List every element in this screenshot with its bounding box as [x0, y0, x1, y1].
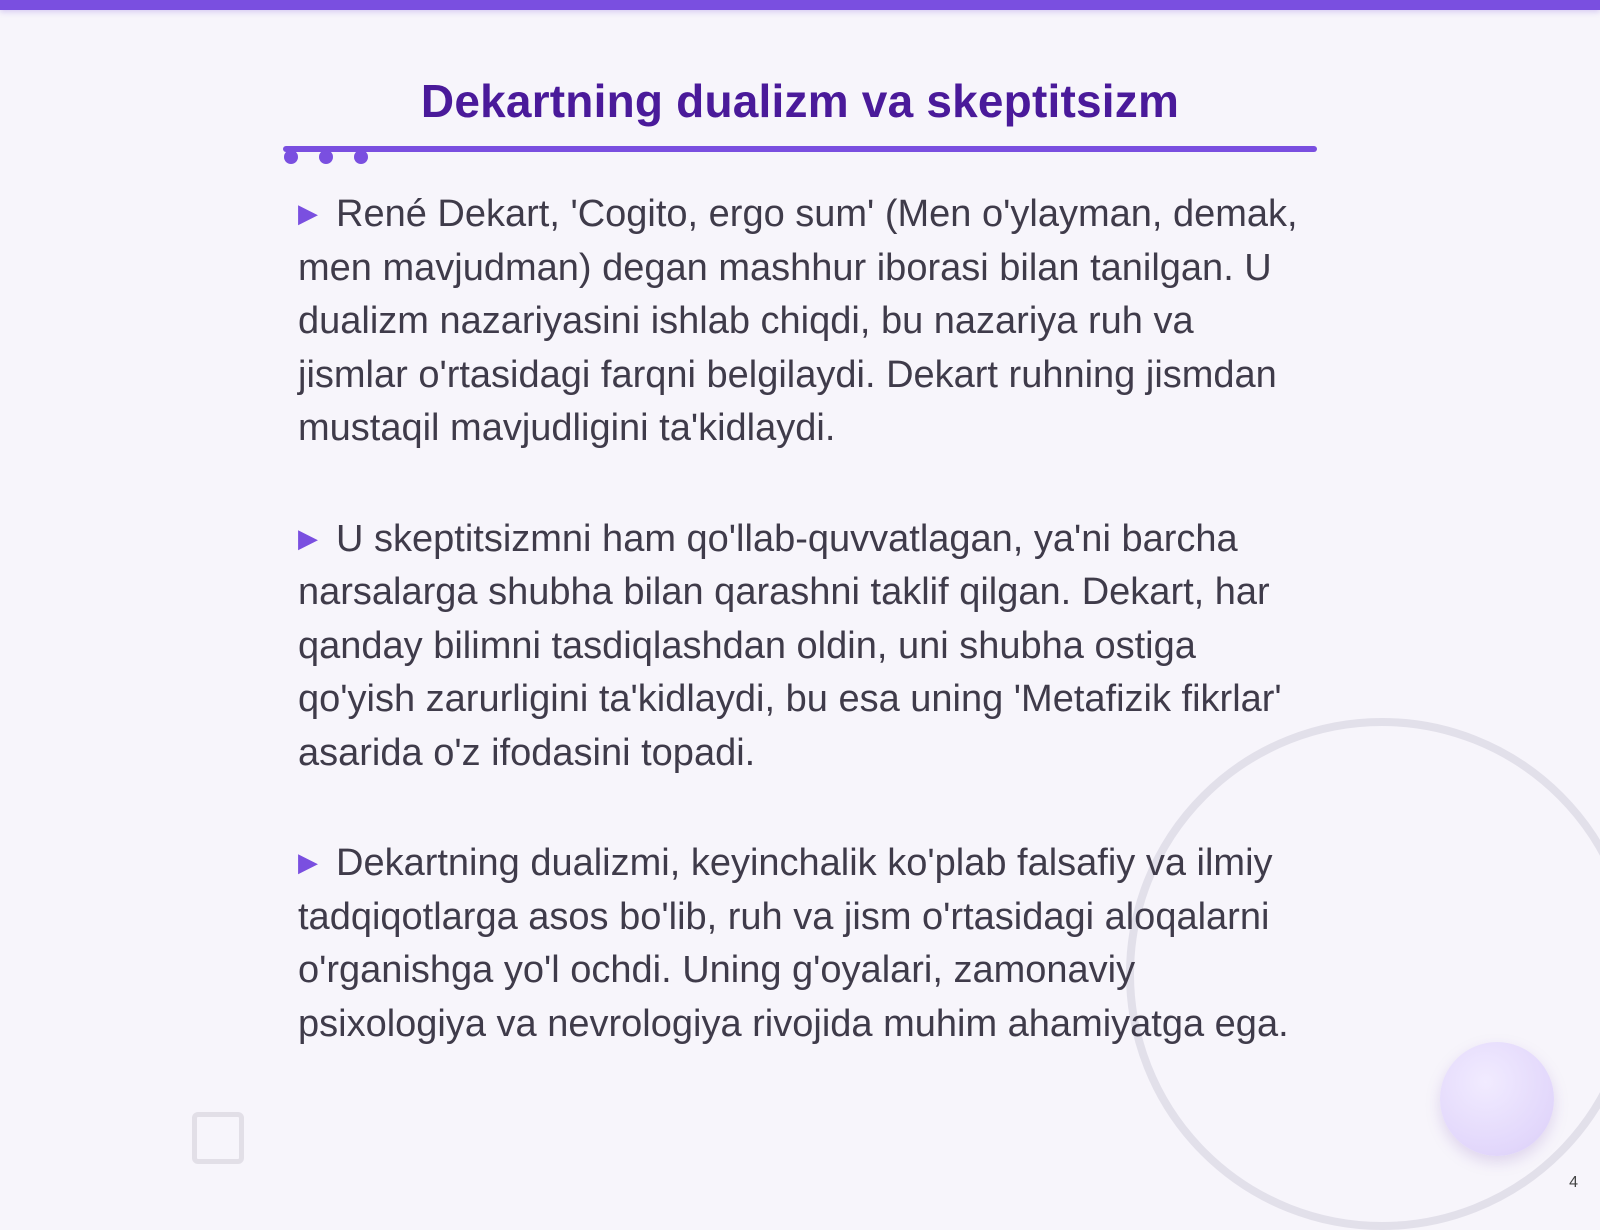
top-accent-bar	[0, 0, 1600, 10]
page-number: 4	[1569, 1174, 1578, 1191]
title-underline	[283, 146, 1317, 152]
bullet-text: Dekartning dualizmi, keyinchalik ko'plab falsafiy va ilmiy tadqiqotlarga asos bo'lib, ruh va jism o'rtasidagi aloqalarni o'rganishga yo'l ochdi. Uning g'oyalari, zamonaviy psixologiya va nevrologiya rivojida muhim ahamiyatga ega.	[298, 842, 1289, 1045]
bullet-item	[298, 836, 1298, 1051]
decorative-dot	[354, 150, 368, 164]
decorative-dot	[319, 150, 333, 164]
bullet-text: René Dekart, 'Cogito, ergo sum' (Men o'ylayman, demak, men mavjudman) degan mashhur iborasi bilan tanilgan. U dualizm nazariyasini ishlab chiqdi, bu nazariya ruh va jismlar o'rtasidagi farqni belgilaydi. Dekart ruhning jismdan mustaqil mavjudligini ta'kidlaydi.	[298, 193, 1298, 449]
slide-title: Dekartning dualizm va skeptitsizm	[420, 75, 1180, 127]
triangle-right-icon: ▶	[298, 847, 318, 877]
bullet-text: U skeptitsizmni ham qo'llab-quvvatlagan, ya'ni barcha narsalarga shubha bilan qarashni taklif qilgan. Dekart, har qanday bilimni tasdiqlashdan oldin, uni shubha ostiga qo'yish zarurligini ta'kidlaydi, bu esa uning 'Metafizik fikrlar' asarida o'z ifodasini topadi.	[298, 517, 1282, 774]
decorative-square	[192, 1112, 244, 1164]
bullet-item	[298, 187, 1298, 456]
triangle-right-icon: ▶	[298, 198, 318, 228]
triangle-right-icon: ▶	[298, 522, 318, 553]
decorative-dot	[284, 150, 298, 164]
bullet-list	[298, 187, 1298, 1107]
bullet-item	[298, 512, 1298, 781]
decorative-circle	[1440, 1042, 1554, 1156]
